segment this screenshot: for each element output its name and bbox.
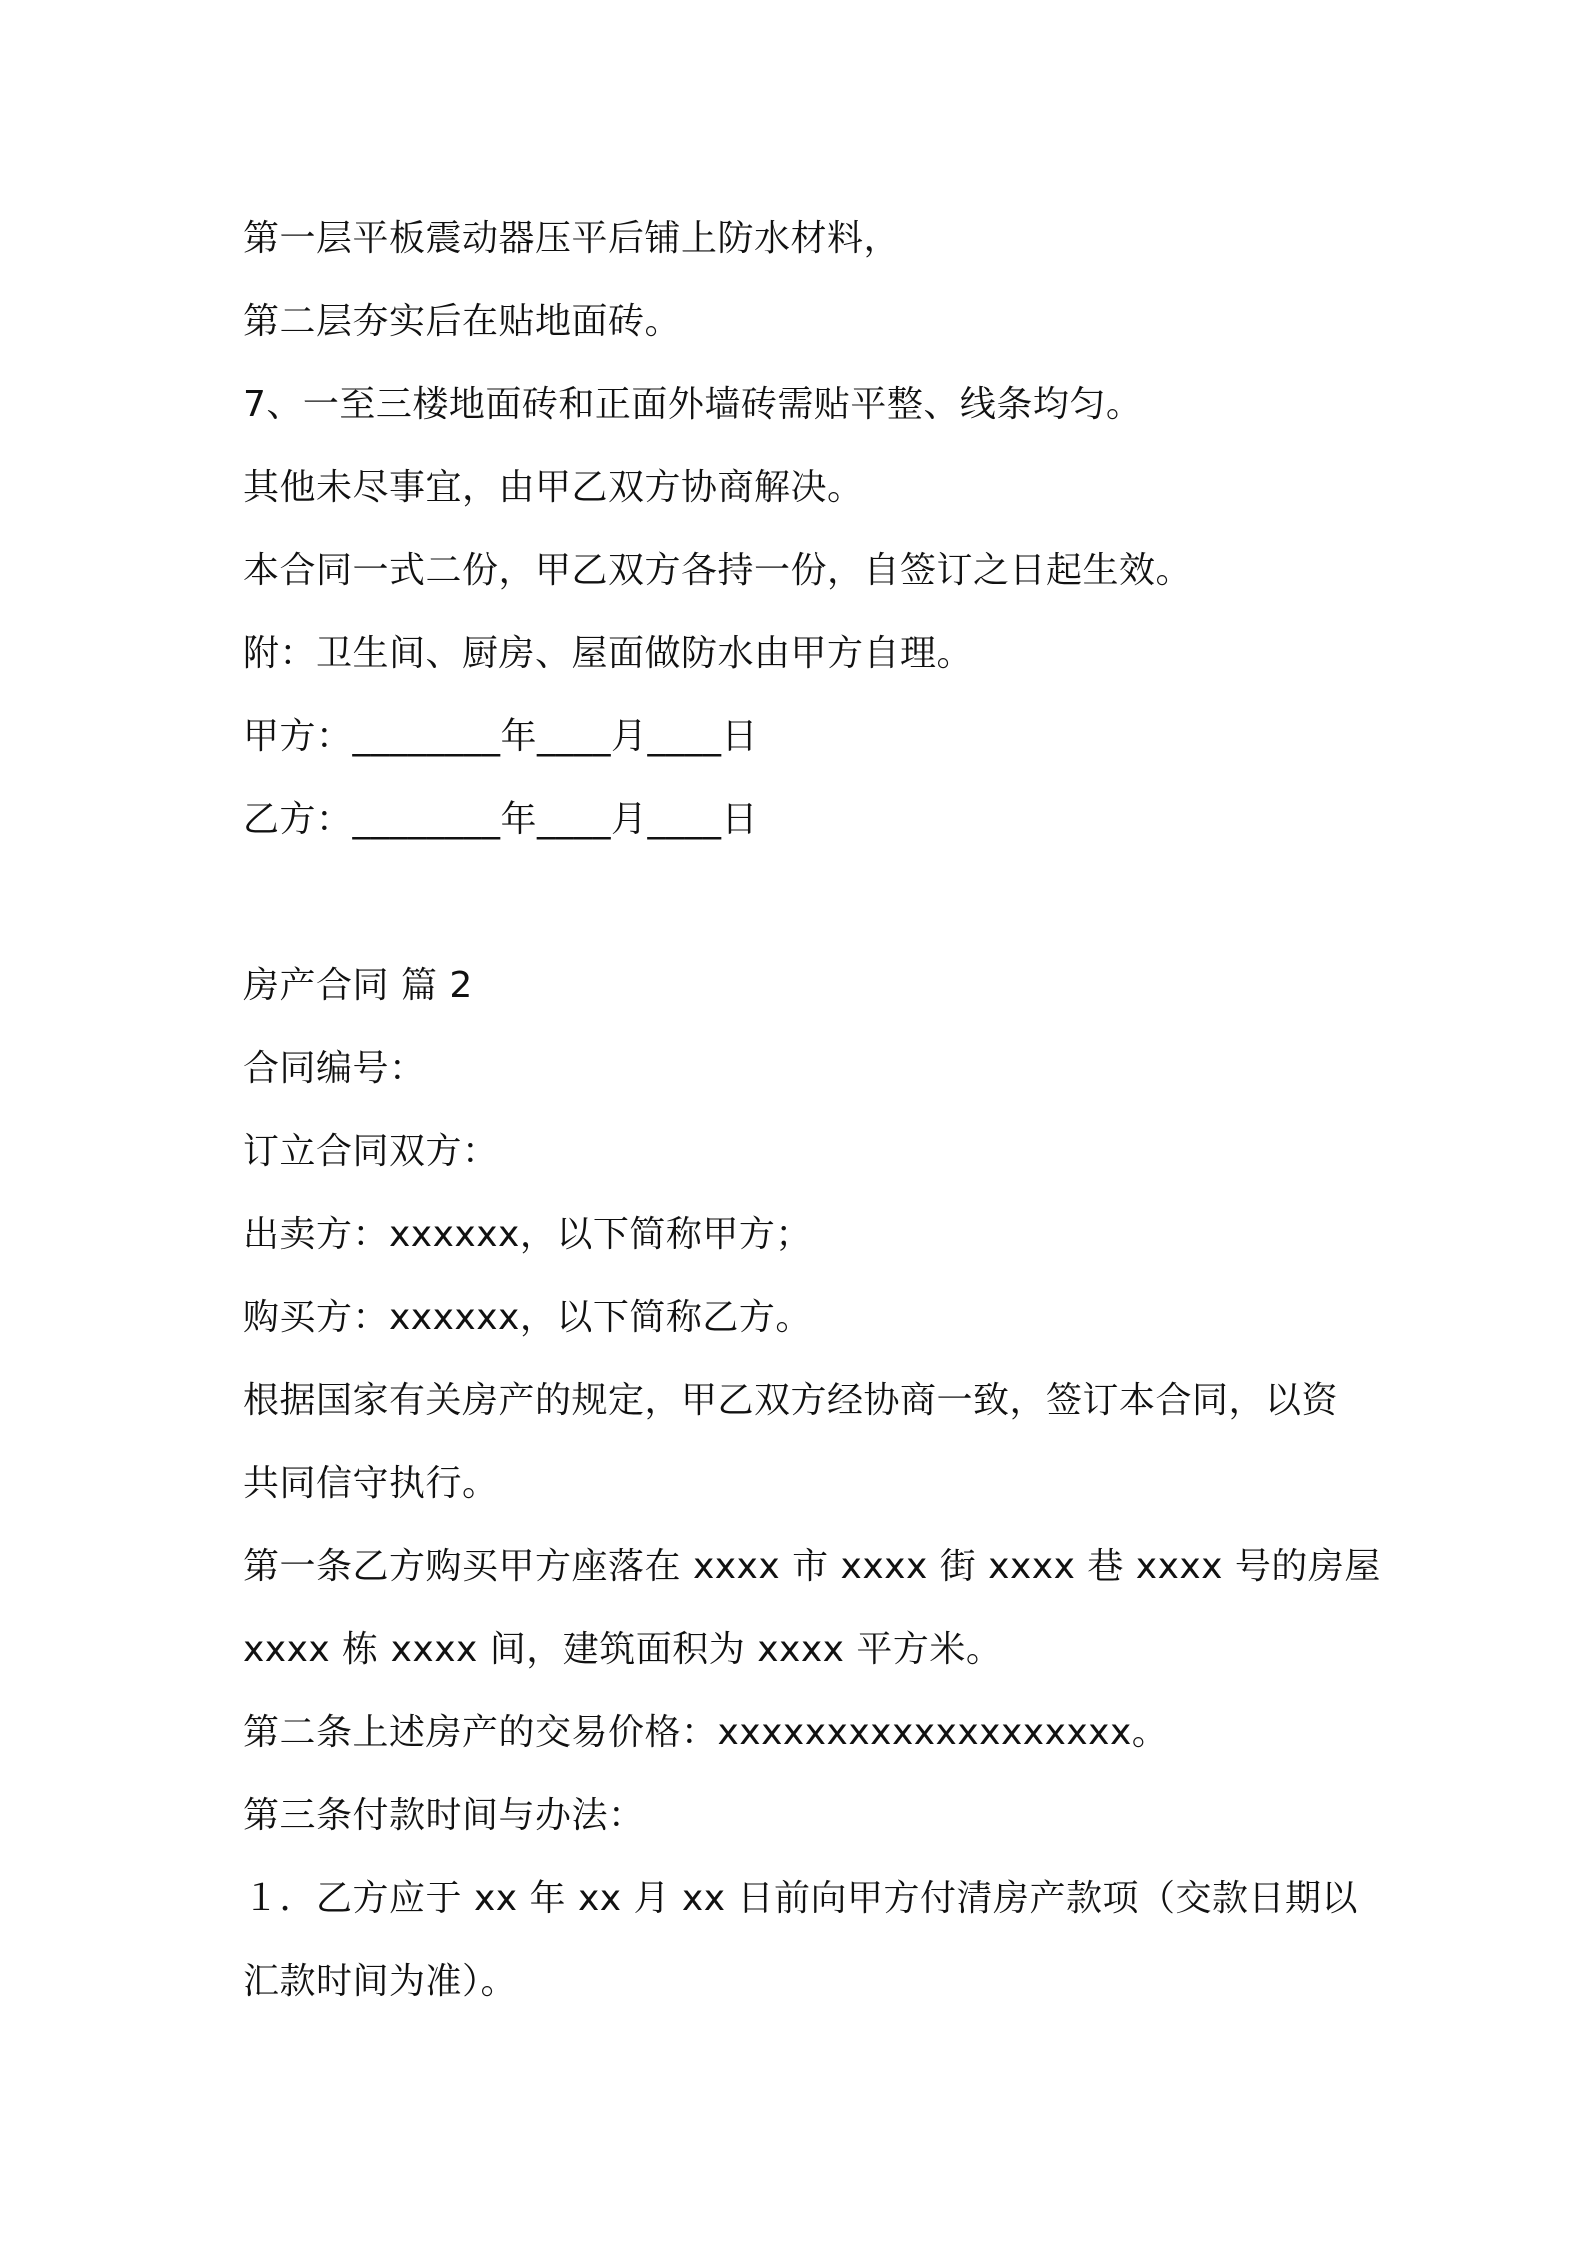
text-line: 第三条付款时间与办法： — [243, 1795, 645, 1836]
party-a-signature-line: 甲方：________年____月____日 — [243, 716, 759, 757]
text-line: 其他未尽事宜，由甲乙双方协商解决。 — [243, 467, 864, 508]
text-line: 第二层夯实后在贴地面砖。 — [243, 301, 682, 342]
section-title: 房产合同 篇 2 — [243, 965, 473, 1006]
text-line: 第一层平板震动器压平后铺上防水材料， — [243, 218, 901, 259]
text-line: 合同编号： — [243, 1048, 426, 1089]
text-line: 出卖方：xxxxxx，以下简称甲方； — [243, 1214, 812, 1255]
text-line: 第二条上述房产的交易价格：xxxxxxxxxxxxxxxxxxx。 — [243, 1712, 1169, 1753]
text-line: 购买方：xxxxxx，以下简称乙方。 — [243, 1297, 812, 1338]
text-line: １．乙方应于 xx 年 xx 月 xx 日前向甲方付清房产款项（交款日期以 — [243, 1878, 1358, 1919]
text-line: 本合同一式二份，甲乙双方各持一份，自签订之日起生效。 — [243, 550, 1193, 591]
text-line: 7、一至三楼地面砖和正面外墙砖需贴平整、线条均匀。 — [243, 384, 1143, 425]
text-line: 订立合同双方： — [243, 1131, 499, 1172]
text-line: xxxx 栋 xxxx 间，建筑面积为 xxxx 平方米。 — [243, 1629, 1003, 1670]
party-b-signature-line: 乙方：________年____月____日 — [243, 799, 759, 840]
text-line: 根据国家有关房产的规定，甲乙双方经协商一致，签订本合同，以资 — [243, 1380, 1339, 1421]
text-line: 共同信守执行。 — [243, 1463, 499, 1504]
text-line: 第一条乙方购买甲方座落在 xxxx 市 xxxx 街 xxxx 巷 xxxx 号的房屋 — [243, 1546, 1381, 1587]
text-line: 汇款时间为准）。 — [243, 1961, 518, 2002]
text-line: 附：卫生间、厨房、屋面做防水由甲方自理。 — [243, 633, 974, 674]
section-gap — [243, 861, 1363, 944]
document-body — [243, 197, 1381, 2023]
